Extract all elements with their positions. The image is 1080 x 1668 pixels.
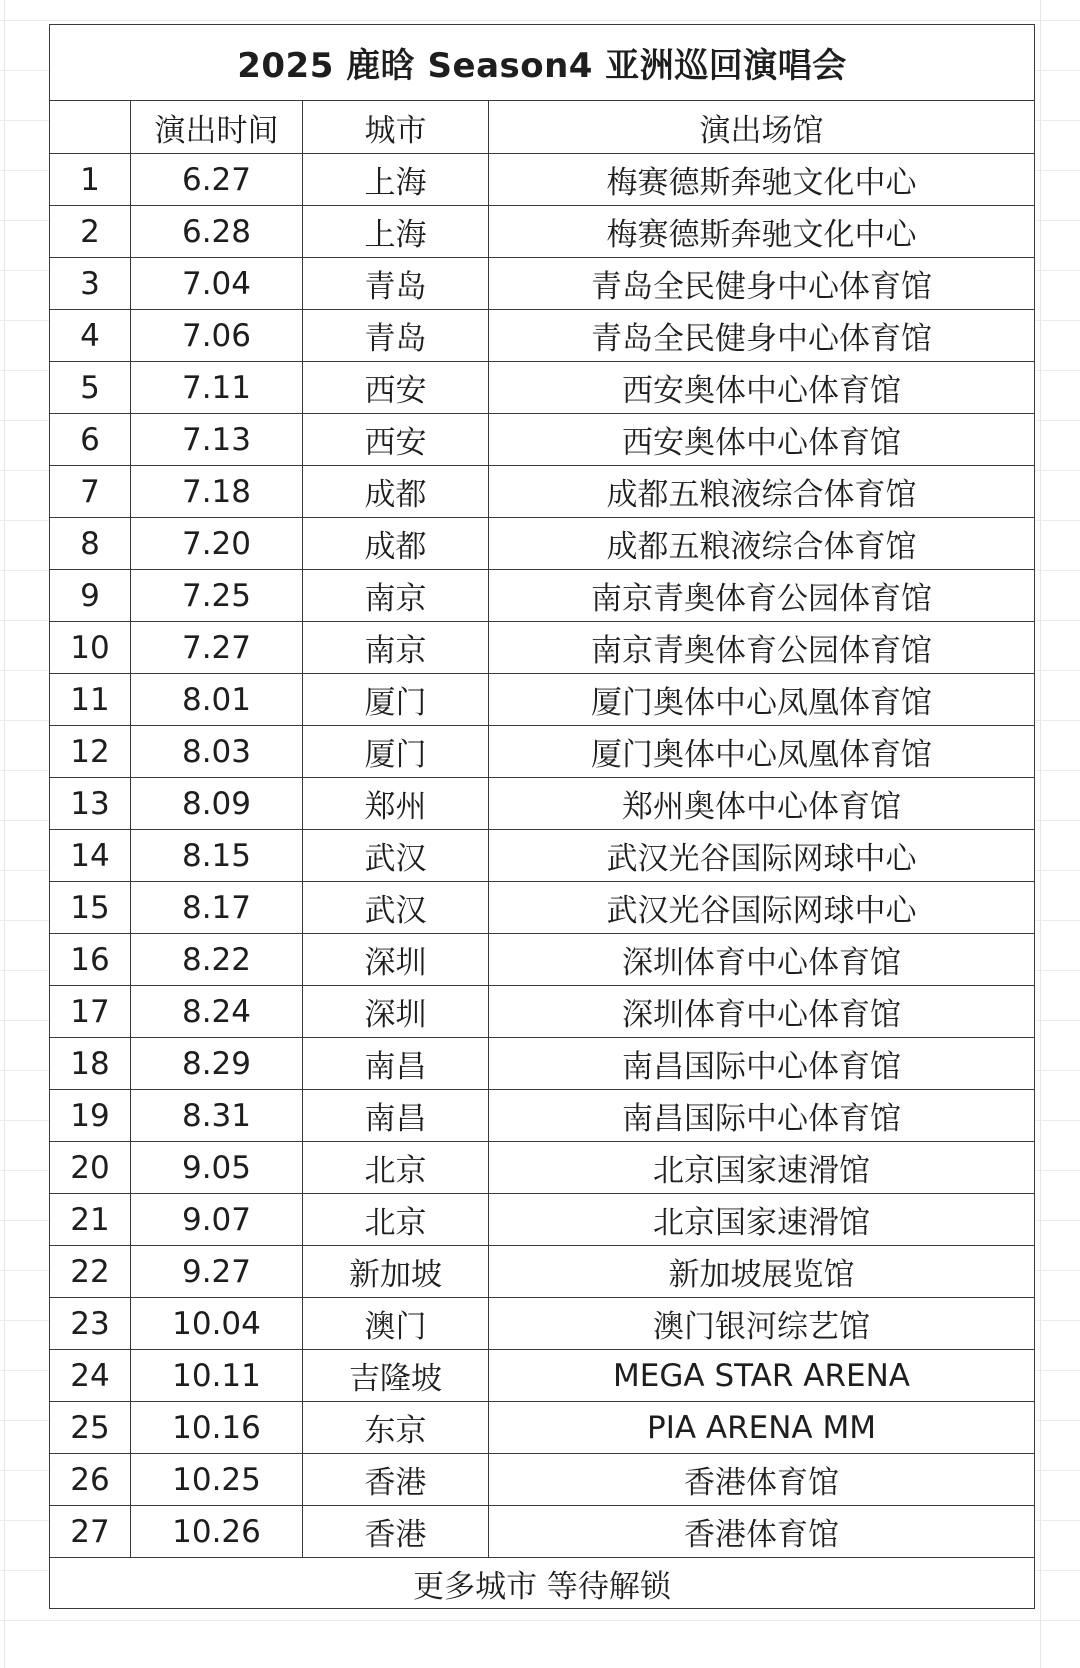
table-row <box>50 206 1035 258</box>
header-row <box>50 101 1035 154</box>
city-cell: 厦门 <box>303 726 489 778</box>
city-cell: 青岛 <box>303 258 489 310</box>
city-cell: 北京 <box>303 1142 489 1194</box>
row-number-cell: 21 <box>50 1194 131 1246</box>
venue-cell: 梅赛德斯奔驰文化中心 <box>489 206 1035 258</box>
footer-note: 更多城市 等待解锁 <box>50 1558 1035 1609</box>
table-row <box>50 258 1035 310</box>
date-cell: 9.05 <box>131 1142 303 1194</box>
row-number-cell: 26 <box>50 1454 131 1506</box>
table-title: 2025 鹿晗 Season4 亚洲巡回演唱会 <box>50 25 1035 101</box>
city-cell: 南昌 <box>303 1038 489 1090</box>
header-venue: 演出场馆 <box>489 101 1035 154</box>
date-cell: 7.25 <box>131 570 303 622</box>
venue-cell: 成都五粮液综合体育馆 <box>489 518 1035 570</box>
venue-cell: 南京青奥体育公园体育馆 <box>489 622 1035 674</box>
table-row <box>50 1298 1035 1350</box>
venue-cell: 郑州奥体中心体育馆 <box>489 778 1035 830</box>
table-row <box>50 1038 1035 1090</box>
venue-cell: 新加坡展览馆 <box>489 1246 1035 1298</box>
date-cell: 7.04 <box>131 258 303 310</box>
venue-cell: MEGA STAR ARENA <box>489 1350 1035 1402</box>
date-cell: 10.11 <box>131 1350 303 1402</box>
city-cell: 香港 <box>303 1506 489 1558</box>
city-cell: 郑州 <box>303 778 489 830</box>
table-row <box>50 154 1035 206</box>
venue-cell: 香港体育馆 <box>489 1454 1035 1506</box>
row-number-cell: 2 <box>50 206 131 258</box>
row-number-cell: 8 <box>50 518 131 570</box>
table-row <box>50 1194 1035 1246</box>
venue-cell: 南昌国际中心体育馆 <box>489 1038 1035 1090</box>
date-cell: 7.18 <box>131 466 303 518</box>
row-number-cell: 18 <box>50 1038 131 1090</box>
city-cell: 成都 <box>303 466 489 518</box>
city-cell: 南京 <box>303 570 489 622</box>
footer-row <box>50 1558 1035 1609</box>
city-cell: 澳门 <box>303 1298 489 1350</box>
grid-line <box>4 0 5 1668</box>
date-cell: 10.26 <box>131 1506 303 1558</box>
row-number-cell: 11 <box>50 674 131 726</box>
date-cell: 8.22 <box>131 934 303 986</box>
city-cell: 武汉 <box>303 830 489 882</box>
row-number-cell: 15 <box>50 882 131 934</box>
table-row <box>50 986 1035 1038</box>
grid-line <box>0 1620 1080 1621</box>
venue-cell: 青岛全民健身中心体育馆 <box>489 258 1035 310</box>
table-row <box>50 362 1035 414</box>
venue-cell: PIA ARENA MM <box>489 1402 1035 1454</box>
city-cell: 北京 <box>303 1194 489 1246</box>
venue-cell: 北京国家速滑馆 <box>489 1194 1035 1246</box>
date-cell: 6.27 <box>131 154 303 206</box>
row-number-cell: 9 <box>50 570 131 622</box>
venue-cell: 厦门奥体中心凤凰体育馆 <box>489 674 1035 726</box>
date-cell: 7.20 <box>131 518 303 570</box>
row-number-cell: 4 <box>50 310 131 362</box>
row-number-cell: 5 <box>50 362 131 414</box>
city-cell: 厦门 <box>303 674 489 726</box>
city-cell: 成都 <box>303 518 489 570</box>
table-row <box>50 1246 1035 1298</box>
grid-line <box>1040 0 1041 1668</box>
date-cell: 7.27 <box>131 622 303 674</box>
table-row <box>50 1506 1035 1558</box>
row-number-cell: 23 <box>50 1298 131 1350</box>
city-cell: 深圳 <box>303 934 489 986</box>
city-cell: 青岛 <box>303 310 489 362</box>
row-number-cell: 19 <box>50 1090 131 1142</box>
city-cell: 香港 <box>303 1454 489 1506</box>
table-row <box>50 1350 1035 1402</box>
venue-cell: 成都五粮液综合体育馆 <box>489 466 1035 518</box>
city-cell: 新加坡 <box>303 1246 489 1298</box>
header-city: 城市 <box>303 101 489 154</box>
venue-cell: 武汉光谷国际网球中心 <box>489 882 1035 934</box>
header-date: 演出时间 <box>131 101 303 154</box>
table-row <box>50 622 1035 674</box>
date-cell: 9.27 <box>131 1246 303 1298</box>
venue-cell: 南昌国际中心体育馆 <box>489 1090 1035 1142</box>
header-no <box>50 101 131 154</box>
venue-cell: 西安奥体中心体育馆 <box>489 362 1035 414</box>
date-cell: 7.06 <box>131 310 303 362</box>
venue-cell: 香港体育馆 <box>489 1506 1035 1558</box>
venue-cell: 南京青奥体育公园体育馆 <box>489 570 1035 622</box>
venue-cell: 青岛全民健身中心体育馆 <box>489 310 1035 362</box>
row-number-cell: 13 <box>50 778 131 830</box>
table-row <box>50 518 1035 570</box>
date-cell: 8.03 <box>131 726 303 778</box>
venue-cell: 澳门银河综艺馆 <box>489 1298 1035 1350</box>
date-cell: 8.09 <box>131 778 303 830</box>
row-number-cell: 7 <box>50 466 131 518</box>
city-cell: 东京 <box>303 1402 489 1454</box>
row-number-cell: 10 <box>50 622 131 674</box>
table-row <box>50 674 1035 726</box>
date-cell: 8.01 <box>131 674 303 726</box>
table-row <box>50 934 1035 986</box>
row-number-cell: 20 <box>50 1142 131 1194</box>
row-number-cell: 14 <box>50 830 131 882</box>
row-number-cell: 22 <box>50 1246 131 1298</box>
date-cell: 8.29 <box>131 1038 303 1090</box>
date-cell: 8.17 <box>131 882 303 934</box>
city-cell: 上海 <box>303 206 489 258</box>
city-cell: 西安 <box>303 362 489 414</box>
date-cell: 8.24 <box>131 986 303 1038</box>
city-cell: 深圳 <box>303 986 489 1038</box>
table-row <box>50 882 1035 934</box>
table-row <box>50 726 1035 778</box>
row-number-cell: 25 <box>50 1402 131 1454</box>
date-cell: 7.13 <box>131 414 303 466</box>
row-number-cell: 3 <box>50 258 131 310</box>
table-row <box>50 1090 1035 1142</box>
venue-cell: 梅赛德斯奔驰文化中心 <box>489 154 1035 206</box>
row-number-cell: 16 <box>50 934 131 986</box>
date-cell: 9.07 <box>131 1194 303 1246</box>
table-row <box>50 778 1035 830</box>
venue-cell: 深圳体育中心体育馆 <box>489 986 1035 1038</box>
row-number-cell: 17 <box>50 986 131 1038</box>
concert-schedule-table-wrapper <box>49 24 1034 1609</box>
city-cell: 南京 <box>303 622 489 674</box>
table-row <box>50 1454 1035 1506</box>
city-cell: 南昌 <box>303 1090 489 1142</box>
title-row <box>50 25 1035 101</box>
venue-cell: 深圳体育中心体育馆 <box>489 934 1035 986</box>
table-row <box>50 414 1035 466</box>
row-number-cell: 27 <box>50 1506 131 1558</box>
table-row <box>50 1142 1035 1194</box>
city-cell: 上海 <box>303 154 489 206</box>
concert-schedule-table <box>49 24 1035 1609</box>
table-row <box>50 830 1035 882</box>
grid-line <box>0 20 1080 21</box>
date-cell: 10.04 <box>131 1298 303 1350</box>
venue-cell: 厦门奥体中心凤凰体育馆 <box>489 726 1035 778</box>
date-cell: 10.16 <box>131 1402 303 1454</box>
date-cell: 8.31 <box>131 1090 303 1142</box>
date-cell: 7.11 <box>131 362 303 414</box>
city-cell: 武汉 <box>303 882 489 934</box>
venue-cell: 武汉光谷国际网球中心 <box>489 830 1035 882</box>
table-body <box>50 154 1035 1558</box>
row-number-cell: 12 <box>50 726 131 778</box>
venue-cell: 北京国家速滑馆 <box>489 1142 1035 1194</box>
table-row <box>50 466 1035 518</box>
table-row <box>50 570 1035 622</box>
date-cell: 6.28 <box>131 206 303 258</box>
venue-cell: 西安奥体中心体育馆 <box>489 414 1035 466</box>
table-row <box>50 1402 1035 1454</box>
date-cell: 8.15 <box>131 830 303 882</box>
city-cell: 吉隆坡 <box>303 1350 489 1402</box>
city-cell: 西安 <box>303 414 489 466</box>
date-cell: 10.25 <box>131 1454 303 1506</box>
row-number-cell: 24 <box>50 1350 131 1402</box>
table-row <box>50 310 1035 362</box>
row-number-cell: 6 <box>50 414 131 466</box>
row-number-cell: 1 <box>50 154 131 206</box>
